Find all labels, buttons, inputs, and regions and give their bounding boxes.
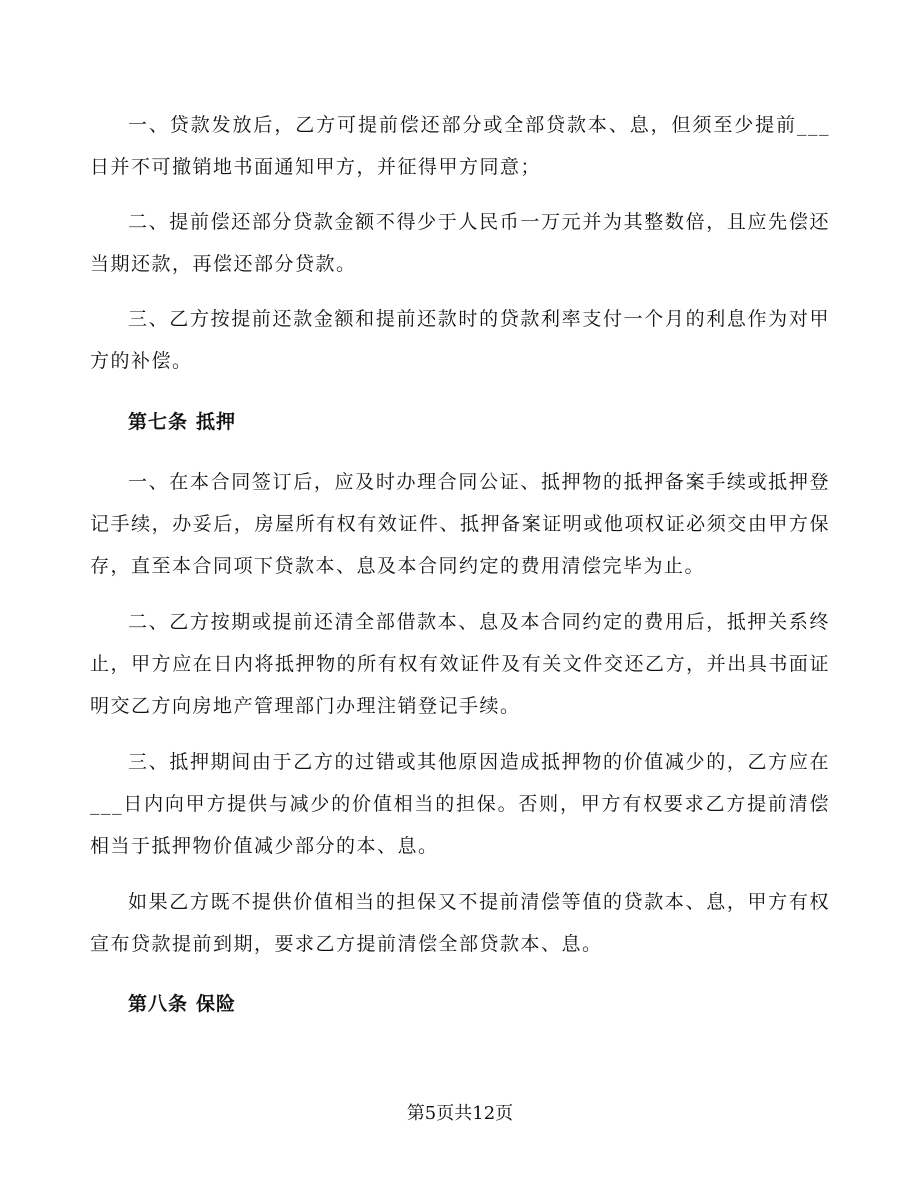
paragraph-collateral-value-decrease: 三、抵押期间由于乙方的过错或其他原因造成抵押物的价值减少的，乙方应在___日内向甲方提供与减少的价值相当的担保。否则，甲方有权要求乙方提前清偿相当于抵押物价值减少部分的本、息。: [90, 751, 830, 857]
page-number-footer: 第5页共12页: [406, 1103, 514, 1124]
article-7-heading: [128, 401, 244, 443]
article-8-number: 第八条: [128, 993, 189, 1015]
article-8-title: 保险: [196, 993, 237, 1015]
article-8-heading: [128, 983, 244, 1025]
paragraph-acceleration-clause: 如果乙方既不提供价值相当的担保又不提前清偿等值的贷款本、息，甲方有权宣布贷款提前到期，要求乙方提前清偿全部贷款本、息。: [90, 891, 830, 955]
paragraph-mortgage-termination: 二、乙方按期或提前还清全部借款本、息及本合同约定的费用后，抵押关系终止，甲方应在日内将抵押物的所有权有效证件及有关文件交还乙方，并出具书面证明交乙方向房地产管理部门办理注销登记手续。: [90, 611, 830, 717]
article-7-title: 抵押: [196, 411, 237, 433]
paragraph-partial-prepayment-amount: 二、提前偿还部分贷款金额不得少于人民币一万元并为其整数倍，且应先偿还当期还款，再偿还部分贷款。: [90, 211, 830, 275]
article-7-number: 第七条: [128, 411, 189, 433]
paragraph-prepayment-notice: 一、贷款发放后，乙方可提前偿还部分或全部贷款本、息，但须至少提前___日并不可撤销地书面通知甲方，并征得甲方同意；: [90, 114, 830, 178]
paragraph-prepayment-compensation: 三、乙方按提前还款金额和提前还款时的贷款利率支付一个月的利息作为对甲方的补偿。: [90, 308, 830, 372]
paragraph-mortgage-registration: 一、在本合同签订后，应及时办理合同公证、抵押物的抵押备案手续或抵押登记手续，办妥后，房屋所有权有效证件、抵押备案证明或他项权证必须交由甲方保存，直至本合同项下贷款本、息及本合同约定的费用清偿完毕为止。: [90, 471, 830, 577]
